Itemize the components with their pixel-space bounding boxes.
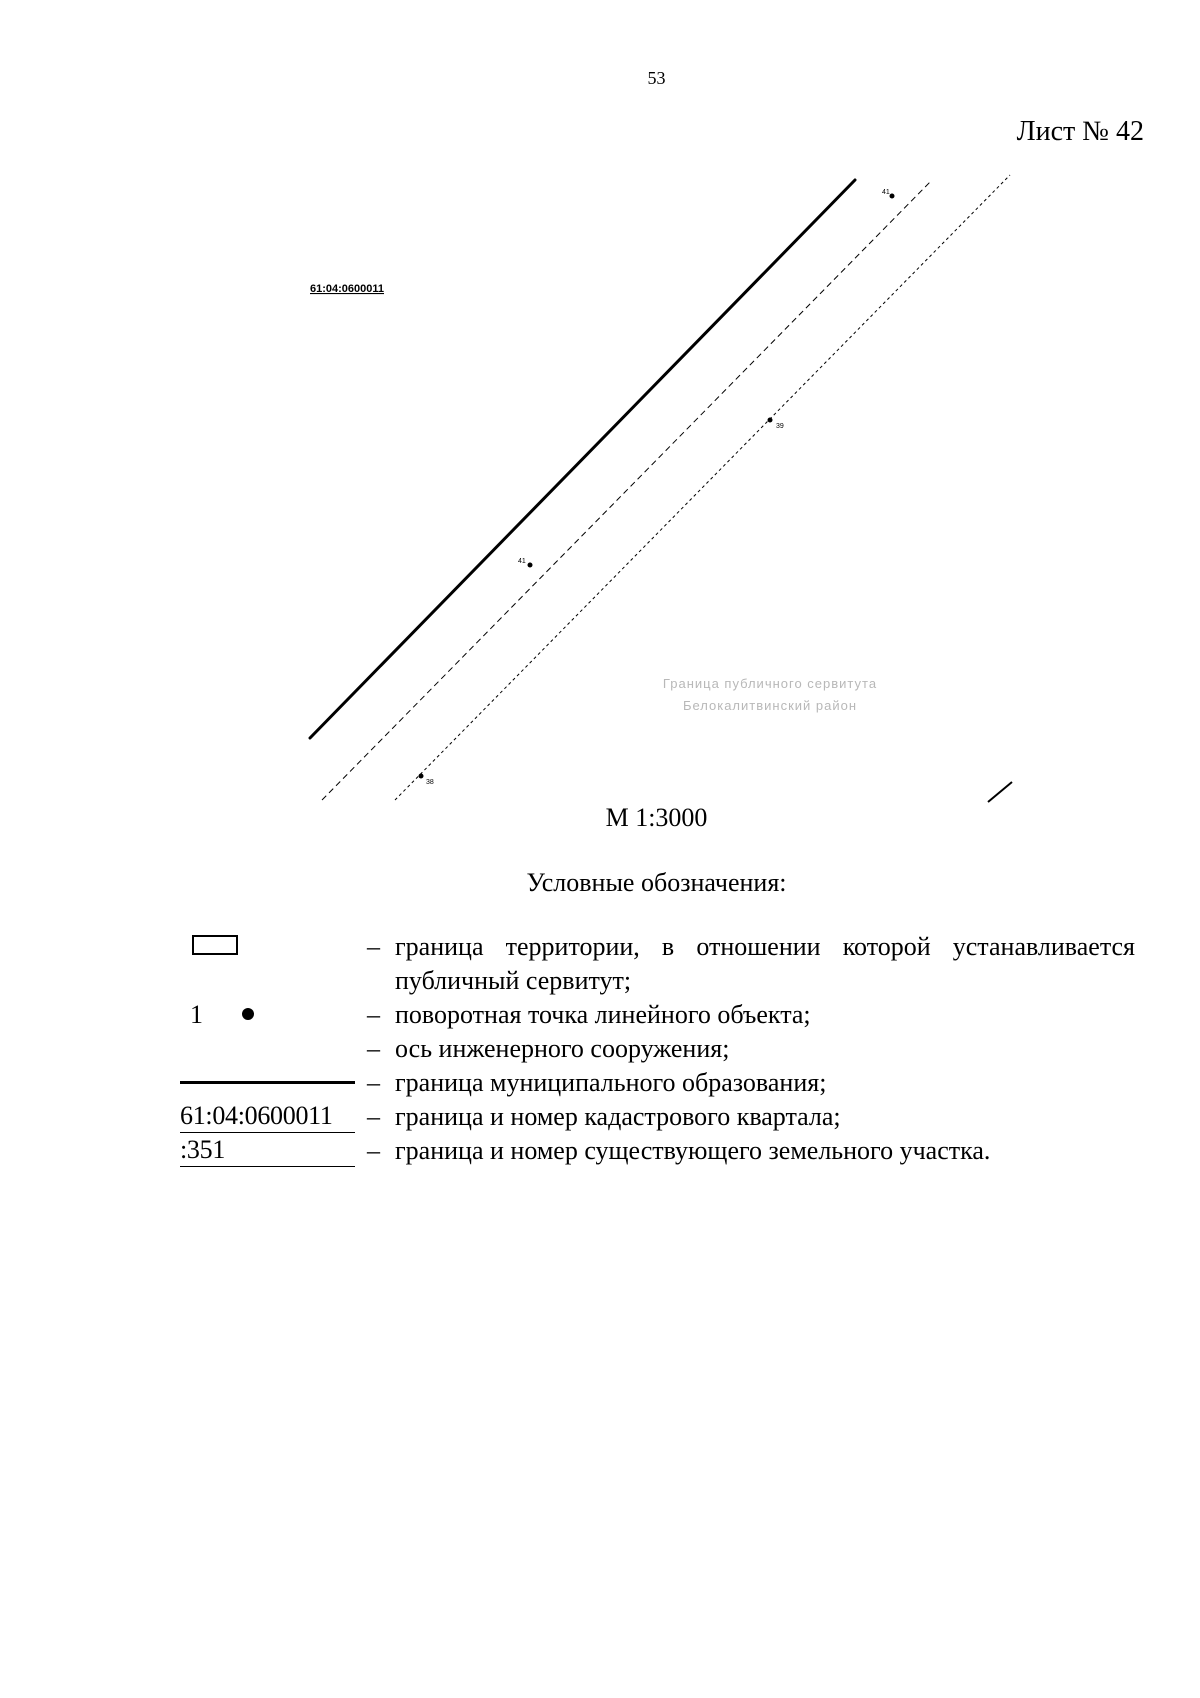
sheet-label: Лист № 42	[1016, 116, 1144, 147]
legend-symbol	[180, 1100, 355, 1134]
legend-row	[180, 930, 1135, 998]
thick-line-icon	[180, 1081, 355, 1084]
page-number: 53	[647, 68, 666, 88]
map-fragment	[300, 170, 1020, 810]
legend-symbol	[180, 1032, 355, 1066]
legend-row	[180, 1066, 1135, 1100]
land-plot-symbol: :351	[180, 1134, 355, 1167]
legend-dash: –	[367, 1000, 380, 1029]
turn-point	[768, 418, 773, 423]
zone-label-line1: Граница публичного сервитута	[662, 676, 878, 691]
legend-title: Условные обозначения:	[526, 868, 787, 897]
point-icon	[242, 1008, 254, 1020]
point-label: 41	[518, 558, 526, 565]
legend-row	[180, 998, 1135, 1032]
legend-symbol	[180, 1134, 355, 1168]
legend-row	[180, 1100, 1135, 1134]
legend-text: граница и номер существующего земельного участка.	[395, 1136, 991, 1165]
point-label: 38	[426, 779, 434, 786]
legend-text: ось инженерного сооружения;	[395, 1034, 730, 1063]
legend-dash: –	[367, 1136, 380, 1165]
legend-symbol	[180, 930, 355, 964]
turn-point	[419, 774, 424, 779]
rectangle-icon	[192, 935, 238, 955]
map-scale: М 1:3000	[605, 803, 708, 832]
legend-text: граница муниципального образования;	[395, 1068, 827, 1097]
quarter-label: 61:04:0600011	[310, 283, 385, 295]
legend-dash: –	[367, 1034, 380, 1063]
legend-row	[180, 1134, 1135, 1168]
point-label: 41	[882, 189, 890, 196]
legend-dash: –	[367, 932, 380, 961]
legend-dash: –	[367, 1068, 380, 1097]
point-number: 1	[190, 1000, 203, 1029]
legend-dash: –	[367, 1102, 380, 1131]
point-label: 39	[776, 423, 784, 430]
legend-text: поворотная точка линейного объекта;	[395, 1000, 811, 1029]
legend-symbol	[180, 998, 355, 1032]
zone-label-line2: Белокалитвинский район	[682, 698, 858, 713]
turn-point	[528, 563, 533, 568]
cadastral-quarter-symbol: 61:04:0600011	[180, 1100, 355, 1133]
boundary-tick	[988, 782, 1012, 802]
municipal-boundary-line	[310, 180, 858, 738]
turn-point	[890, 194, 895, 199]
legend-symbol	[180, 1066, 355, 1100]
legend-row	[180, 1032, 1135, 1066]
legend	[180, 930, 1135, 1168]
legend-text: граница территории, в отношении которой устанавливается публичный сервитут;	[395, 932, 1135, 995]
legend-text: граница и номер кадастрового квартала;	[395, 1102, 841, 1131]
